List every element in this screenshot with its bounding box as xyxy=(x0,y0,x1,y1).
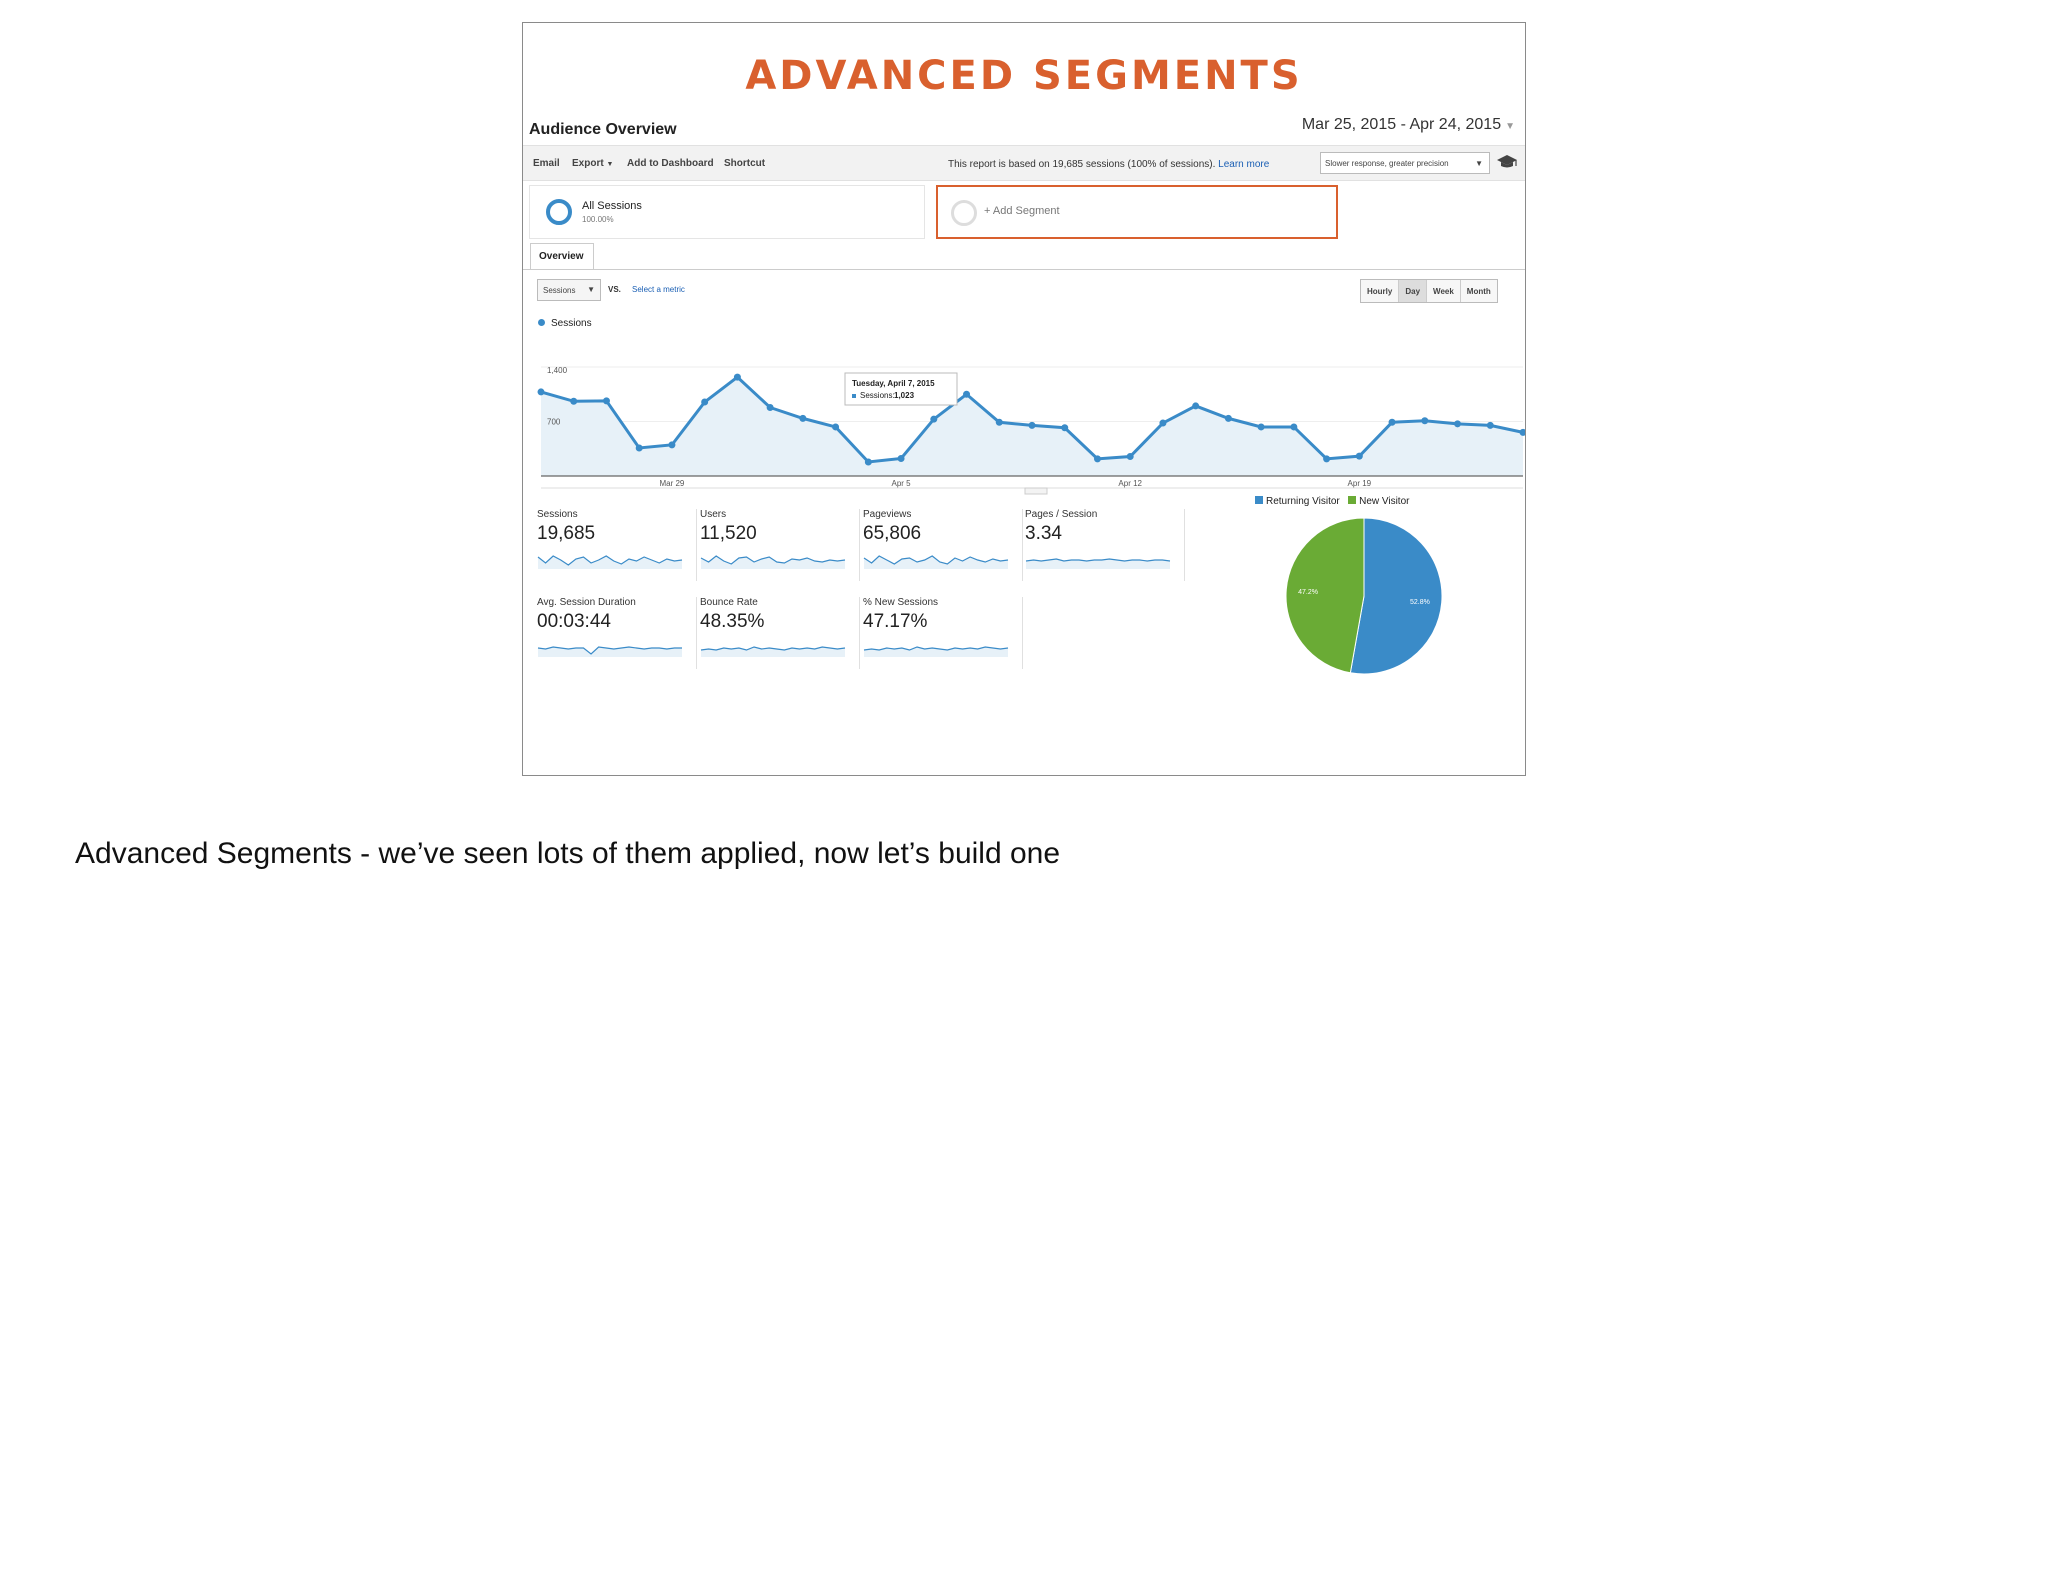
data-point xyxy=(636,444,643,451)
data-point xyxy=(1389,419,1396,426)
data-point xyxy=(1356,453,1363,460)
metric-value: 65,806 xyxy=(863,523,922,544)
metric-label: Pageviews xyxy=(863,509,912,520)
select-metric-link[interactable]: Select a metric xyxy=(632,285,685,294)
chevron-down-icon: ▼ xyxy=(1505,121,1515,132)
y-tick-label: 1,400 xyxy=(547,366,568,375)
data-point xyxy=(767,404,774,411)
date-range-label: Mar 25, 2015 - Apr 24, 2015 xyxy=(1301,116,1502,133)
hourly-button[interactable]: Hourly xyxy=(1361,280,1399,302)
data-point xyxy=(1290,423,1297,430)
slide-title: ADVANCED SEGMENTS xyxy=(745,53,1303,99)
legend-label: Sessions xyxy=(551,318,592,329)
precision-label: Slower response, greater precision xyxy=(1325,159,1449,168)
y-tick-label: 700 xyxy=(547,417,561,427)
data-point xyxy=(734,374,741,381)
add-to-dashboard-button[interactable]: Add to Dashboard xyxy=(627,158,714,169)
shortcut-button[interactable]: Shortcut xyxy=(724,158,766,169)
data-point xyxy=(701,399,708,406)
segment-ring-icon xyxy=(951,200,977,226)
page-title: Audience Overview xyxy=(529,121,677,138)
data-point xyxy=(1323,455,1330,462)
legend-swatch-icon xyxy=(1255,496,1263,504)
data-point xyxy=(1029,422,1036,429)
legend-label: Returning Visitor xyxy=(1266,496,1340,507)
metric-label: Sessions xyxy=(537,509,578,520)
add-segment-button[interactable] xyxy=(936,185,1338,239)
metric-sessions[interactable] xyxy=(537,509,697,581)
metric-value: 00:03:44 xyxy=(537,611,611,632)
export-button[interactable] xyxy=(572,158,613,169)
data-point xyxy=(538,388,545,395)
precision-select[interactable] xyxy=(1320,152,1490,174)
data-point xyxy=(865,458,872,465)
metric-label: Avg. Session Duration xyxy=(537,597,636,608)
metric-value: 19,685 xyxy=(537,523,596,544)
chevron-down-icon: ▼ xyxy=(1475,159,1483,168)
sparkline-area xyxy=(864,556,1008,569)
metric-users[interactable] xyxy=(700,509,860,581)
slide-screenshot xyxy=(522,22,1526,776)
sampling-note-text: This report is based on 19,685 sessions (100% of sessions). xyxy=(948,159,1216,170)
tab-overview[interactable]: Overview xyxy=(530,243,594,269)
visitor-type-pie-chart[interactable] xyxy=(1269,517,1459,707)
data-point xyxy=(603,397,610,404)
data-point xyxy=(570,398,577,405)
x-tick-label: Mar 29 xyxy=(659,479,685,488)
segment-label: All Sessions xyxy=(582,200,642,212)
pie-slice-label: 52.8% xyxy=(1410,598,1430,606)
tooltip-title: Tuesday, April 7, 2015 xyxy=(852,379,935,388)
slide-caption: Advanced Segments - we’ve seen lots of them applied, now let’s build one xyxy=(75,837,1061,870)
metric-label: Users xyxy=(700,509,727,520)
metric-value: 11,520 xyxy=(700,523,757,544)
metric-bounce-rate[interactable] xyxy=(700,597,860,669)
sparkline xyxy=(1025,551,1171,569)
legend-label: New Visitor xyxy=(1359,496,1410,507)
data-point xyxy=(1454,420,1461,427)
sparkline xyxy=(537,639,683,657)
sparkline xyxy=(700,551,846,569)
chevron-down-icon: ▼ xyxy=(587,285,595,294)
metric-pages-per-session[interactable] xyxy=(1025,509,1185,581)
date-range-picker[interactable] xyxy=(1302,116,1515,134)
data-point xyxy=(1061,424,1068,431)
metric-select-label: Sessions xyxy=(543,286,576,295)
legend-swatch-icon xyxy=(1348,496,1356,504)
metric-value: 3.34 xyxy=(1025,523,1062,544)
pie-legend xyxy=(1255,496,1409,507)
data-point xyxy=(799,415,806,422)
sparkline xyxy=(537,551,683,569)
email-button[interactable]: Email xyxy=(533,158,560,169)
data-point xyxy=(963,391,970,398)
data-point xyxy=(1421,417,1428,424)
data-point xyxy=(1159,420,1166,427)
add-segment-label: + Add Segment xyxy=(984,205,1060,217)
tooltip-value: 1,023 xyxy=(894,391,915,400)
data-point xyxy=(1094,455,1101,462)
data-point xyxy=(1258,423,1265,430)
metric-select[interactable] xyxy=(537,279,601,301)
metric-value: 48.35% xyxy=(700,611,765,632)
time-granularity-buttons xyxy=(1360,279,1498,303)
chevron-down-icon: ▼ xyxy=(606,161,614,168)
data-point xyxy=(1487,422,1494,429)
data-point xyxy=(930,416,937,423)
metric-pageviews[interactable] xyxy=(863,509,1023,581)
metric-new-sessions[interactable] xyxy=(863,597,1023,669)
data-point xyxy=(832,423,839,430)
chart-resize-handle xyxy=(1025,488,1047,494)
week-button[interactable]: Week xyxy=(1427,280,1461,302)
sampling-note xyxy=(948,159,1269,170)
metric-label: Bounce Rate xyxy=(700,597,758,608)
segment-ring-icon xyxy=(546,199,572,225)
segment-all-sessions[interactable] xyxy=(529,185,925,239)
metric-avg-session-duration[interactable] xyxy=(537,597,697,669)
sparkline-area xyxy=(701,556,845,569)
metric-value: 47.17% xyxy=(863,611,928,632)
report-toolbar xyxy=(523,145,1525,181)
sparkline xyxy=(863,639,1009,657)
tooltip-swatch-icon xyxy=(852,394,856,398)
data-point xyxy=(1192,402,1199,409)
month-button[interactable]: Month xyxy=(1461,280,1497,302)
x-tick-label: Apr 19 xyxy=(1347,479,1372,488)
chart-tooltip xyxy=(845,373,957,405)
learn-more-link[interactable]: Learn more xyxy=(1218,159,1270,170)
metric-label: Pages / Session xyxy=(1025,509,1098,520)
tab-divider xyxy=(523,269,1525,270)
tooltip-label: Sessions: xyxy=(860,391,895,400)
export-label: Export xyxy=(572,158,604,169)
data-point xyxy=(1127,453,1134,460)
day-button[interactable]: Day xyxy=(1399,280,1427,302)
sparkline xyxy=(700,639,846,657)
pie-slice-label: 47.2% xyxy=(1298,589,1318,597)
graduation-cap-icon[interactable] xyxy=(1496,152,1518,172)
x-tick-label: Apr 5 xyxy=(891,479,911,488)
metric-label: % New Sessions xyxy=(863,597,939,608)
x-tick-label: Apr 12 xyxy=(1118,479,1142,488)
vs-label: VS. xyxy=(608,285,621,294)
data-point xyxy=(1225,415,1232,422)
data-point xyxy=(668,441,675,448)
data-point xyxy=(996,419,1003,426)
legend-dot-icon xyxy=(538,319,545,326)
segment-percent: 100.00% xyxy=(582,215,614,224)
sparkline xyxy=(863,551,1009,569)
data-point xyxy=(898,455,905,462)
sessions-line-chart[interactable] xyxy=(523,328,1526,498)
